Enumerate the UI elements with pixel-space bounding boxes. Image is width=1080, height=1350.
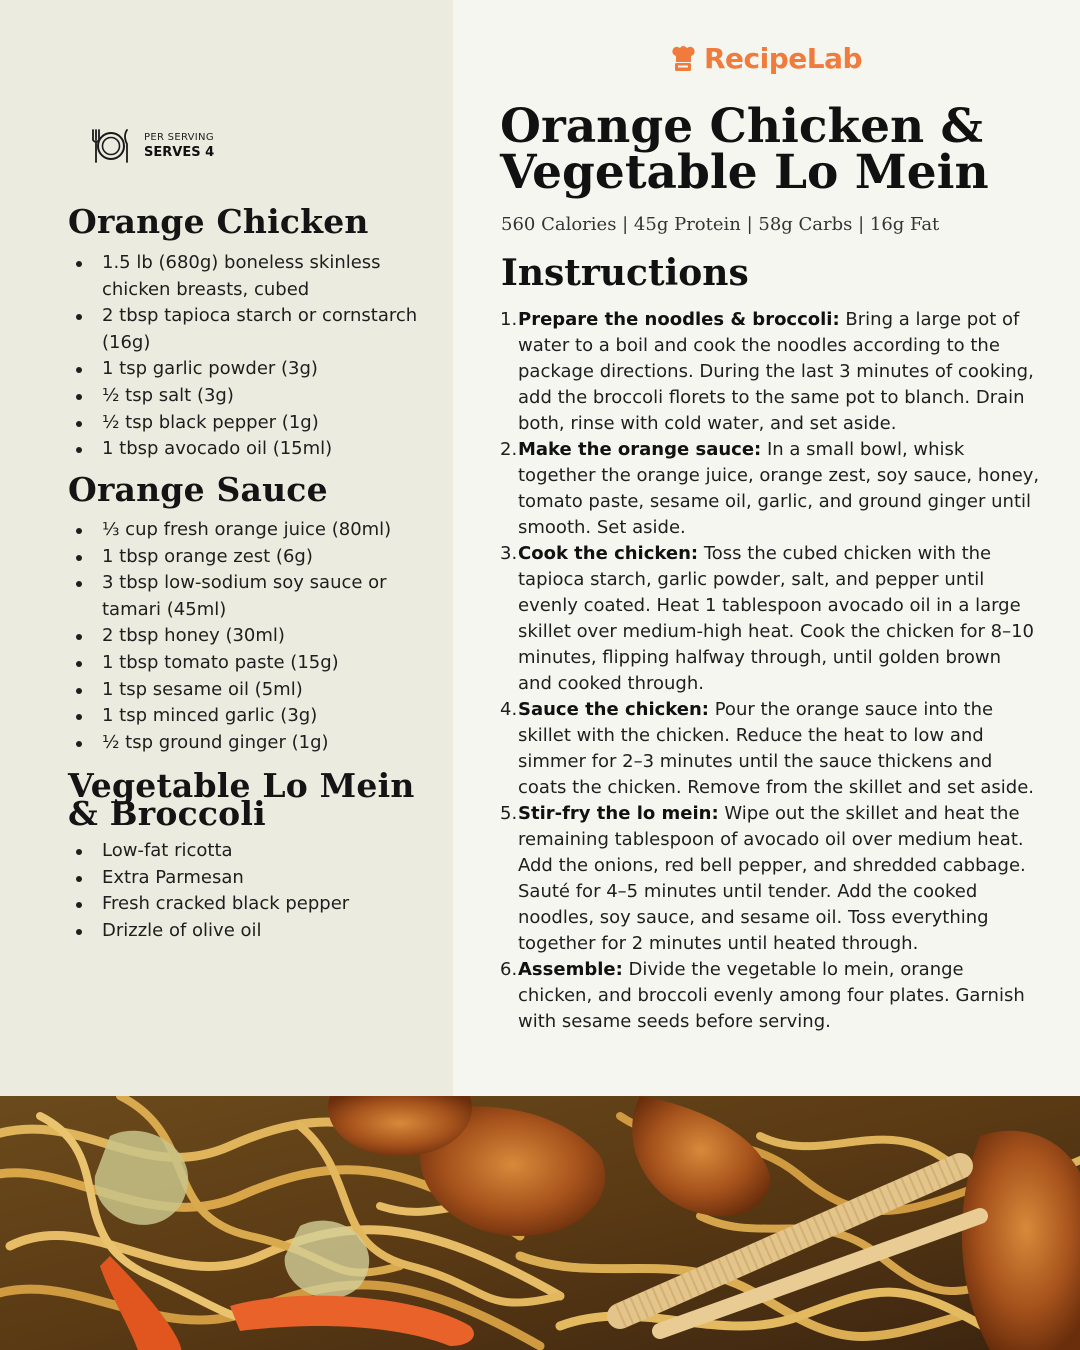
serving-label: PER SERVING (144, 132, 214, 143)
step-title: Sauce the chicken: (518, 699, 709, 720)
instructions-heading: Instructions (501, 252, 749, 294)
ingredient-item: Fresh cracked black pepper (72, 891, 442, 918)
instruction-step (500, 541, 1040, 697)
step-number: 4. (500, 699, 518, 720)
step-title: Stir-fry the lo mein: (518, 803, 719, 824)
ingredient-item: ⅓ cup fresh orange juice (80ml) (72, 517, 442, 544)
instruction-steps (500, 307, 1040, 1035)
ingredient-item: Drizzle of olive oil (72, 918, 442, 945)
step-title: Assemble: (518, 959, 623, 980)
step-text: Divide the vegetable lo mein, orange chicken, and broccoli evenly among four plates. Garnish with sesame seeds before serving. (518, 959, 1025, 1032)
step-number: 5. (500, 803, 518, 824)
section-title-orange-chicken: Orange Chicken (68, 202, 369, 241)
step-number: 1. (500, 309, 518, 330)
ingredient-item: 2 tbsp honey (30ml) (72, 623, 442, 650)
instruction-step (500, 801, 1040, 957)
step-number: 6. (500, 959, 518, 980)
step-title: Prepare the noodles & broccoli: (518, 309, 840, 330)
step-text: Bring a large pot of water to a boil and cook the noodles according to the package directions. During the last 3 minutes of cooking, add the broccoli florets to the same pot to blanch. Drain both, rinse with cold water, and set aside. (518, 309, 1034, 434)
food-photo (0, 1096, 1080, 1350)
section-title-orange-sauce: Orange Sauce (68, 470, 328, 509)
section-title-line: Vegetable Lo Mein (68, 766, 415, 805)
ingredient-item: ½ tsp ground ginger (1g) (72, 730, 442, 757)
plate-cutlery-icon (90, 126, 132, 166)
section-title-line: & Broccoli (68, 794, 266, 833)
ingredient-item: ½ tsp salt (3g) (72, 383, 442, 410)
ingredient-list-lo-mein (72, 838, 442, 944)
instruction-step (500, 437, 1040, 541)
ingredient-item: 1 tbsp tomato paste (15g) (72, 650, 442, 677)
chef-hat-icon (670, 44, 696, 74)
ingredient-item: ½ tsp black pepper (1g) (72, 410, 442, 437)
ingredient-item: 1 tbsp orange zest (6g) (72, 544, 442, 571)
instruction-step (500, 697, 1040, 801)
ingredient-item: 1 tsp sesame oil (5ml) (72, 677, 442, 704)
ingredient-item: 1.5 lb (680g) boneless skinless chicken breasts, cubed (72, 250, 442, 303)
recipe-title-line: Orange Chicken & (500, 99, 983, 154)
recipe-title (500, 99, 1060, 200)
lo-mein-photo-illustration (0, 1096, 1080, 1350)
step-number: 3. (500, 543, 518, 564)
section-title-lo-mein (68, 766, 415, 833)
ingredient-item: 3 tbsp low-sodium soy sauce or tamari (45ml) (72, 570, 442, 623)
ingredient-item: Low-fat ricotta (72, 838, 442, 865)
ingredient-item: 1 tsp garlic powder (3g) (72, 356, 442, 383)
ingredient-list-orange-chicken (72, 250, 442, 463)
serving-info (90, 126, 214, 166)
step-text: Toss the cubed chicken with the tapioca starch, garlic powder, salt, and pepper until evenly coated. Heat 1 tablespoon avocado oil in a large skillet over medium-high heat. Cook the chicken for 8–10 minutes, flipping halfway through, until golden brown and cooked through. (518, 543, 1034, 694)
step-number: 2. (500, 439, 518, 460)
brand-name: RecipeLab (704, 42, 863, 75)
nutrition-macros: 560 Calories | 45g Protein | 58g Carbs | 16g Fat (501, 214, 940, 235)
instruction-step (500, 307, 1040, 437)
serving-count: SERVES 4 (144, 145, 215, 160)
brand-logo (670, 42, 862, 75)
ingredient-item: 2 tbsp tapioca starch or cornstarch (16g) (72, 303, 442, 356)
ingredient-list-orange-sauce (72, 517, 442, 756)
recipe-title-line: Vegetable Lo Mein (500, 145, 989, 200)
instruction-step (500, 957, 1040, 1035)
step-title: Cook the chicken: (518, 543, 699, 564)
step-text: In a small bowl, whisk together the orange juice, orange zest, soy sauce, honey, tomato paste, sesame oil, garlic, and ground ginger until smooth. Set aside. (518, 439, 1040, 538)
ingredient-item: Extra Parmesan (72, 865, 442, 892)
ingredient-item: 1 tbsp avocado oil (15ml) (72, 436, 442, 463)
ingredient-item: 1 tsp minced garlic (3g) (72, 703, 442, 730)
step-text: Pour the orange sauce into the skillet with the chicken. Reduce the heat to low and simmer for 2–3 minutes until the sauce thickens and coats the chicken. Remove from the skillet and set aside. (518, 699, 1035, 798)
step-title: Make the orange sauce: (518, 439, 762, 460)
ingredients-panel (0, 0, 453, 1096)
step-text: Wipe out the skillet and heat the remaining tablespoon of avocado oil over medium heat. Add the onions, red bell pepper, and shredded cabbage. Sauté for 4–5 minutes until tender. Add the cooked noodles, soy sauce, and sesame oil. Toss everything together for 2 minutes until heated through. (518, 803, 1026, 954)
